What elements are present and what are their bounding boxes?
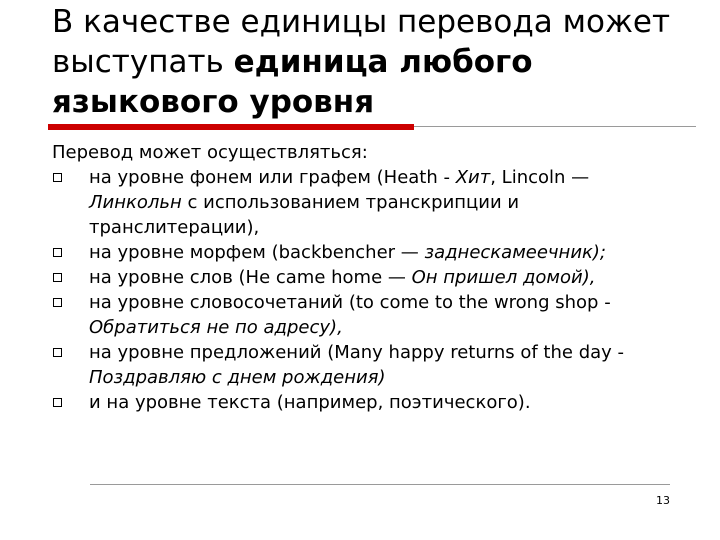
bullet-text-italic: Обратиться не по адресу), <box>89 317 343 338</box>
square-bullet-icon <box>53 398 62 407</box>
title-divider-red <box>48 124 414 130</box>
bullet-list <box>52 165 672 415</box>
bullet-text: на уровне фонем или графем (Heath - <box>89 167 456 188</box>
bullet-text: на уровне предложений (Many happy returns of the day - <box>89 342 625 363</box>
slide-title-normal: В качестве единицы перевода может выступать <box>52 4 671 80</box>
bullet-text-italic: Он пришел домой), <box>411 267 596 288</box>
square-bullet-icon <box>53 173 62 182</box>
slide-title-bold: единица любого языкового уровня <box>52 44 533 120</box>
list-item <box>52 165 672 240</box>
slide-title <box>52 2 702 122</box>
list-item <box>52 240 672 265</box>
bullet-text: на уровне слов (He came home — <box>89 267 412 288</box>
body-intro: Перевод может осуществляться: <box>52 142 368 163</box>
bullet-text-italic: Линкольн <box>89 192 182 213</box>
footer-divider <box>90 484 670 485</box>
bullet-text: с использованием транскрипции и транслитерации), <box>89 192 520 238</box>
list-item <box>52 340 672 390</box>
square-bullet-icon <box>53 248 62 257</box>
square-bullet-icon <box>53 298 62 307</box>
list-item <box>52 290 672 340</box>
bullet-text: на уровне морфем (backbencher — <box>89 242 425 263</box>
title-divider <box>48 124 696 130</box>
bullet-text-italic: Поздравляю с днем рождения) <box>89 367 386 388</box>
title-divider-gray <box>414 126 696 127</box>
list-item <box>52 390 672 415</box>
bullet-text-italic: Хит <box>455 167 491 188</box>
square-bullet-icon <box>53 273 62 282</box>
square-bullet-icon <box>53 348 62 357</box>
page-number: 13 <box>656 494 670 507</box>
list-item <box>52 265 672 290</box>
bullet-text: на уровне словосочетаний (to come to the wrong shop - <box>89 292 611 313</box>
bullet-text: и на уровне текста (например, поэтического). <box>89 392 531 413</box>
slide-body <box>52 140 672 415</box>
bullet-text-italic: заднескамеечник); <box>424 242 606 263</box>
bullet-text: , Lincoln — <box>490 167 590 188</box>
